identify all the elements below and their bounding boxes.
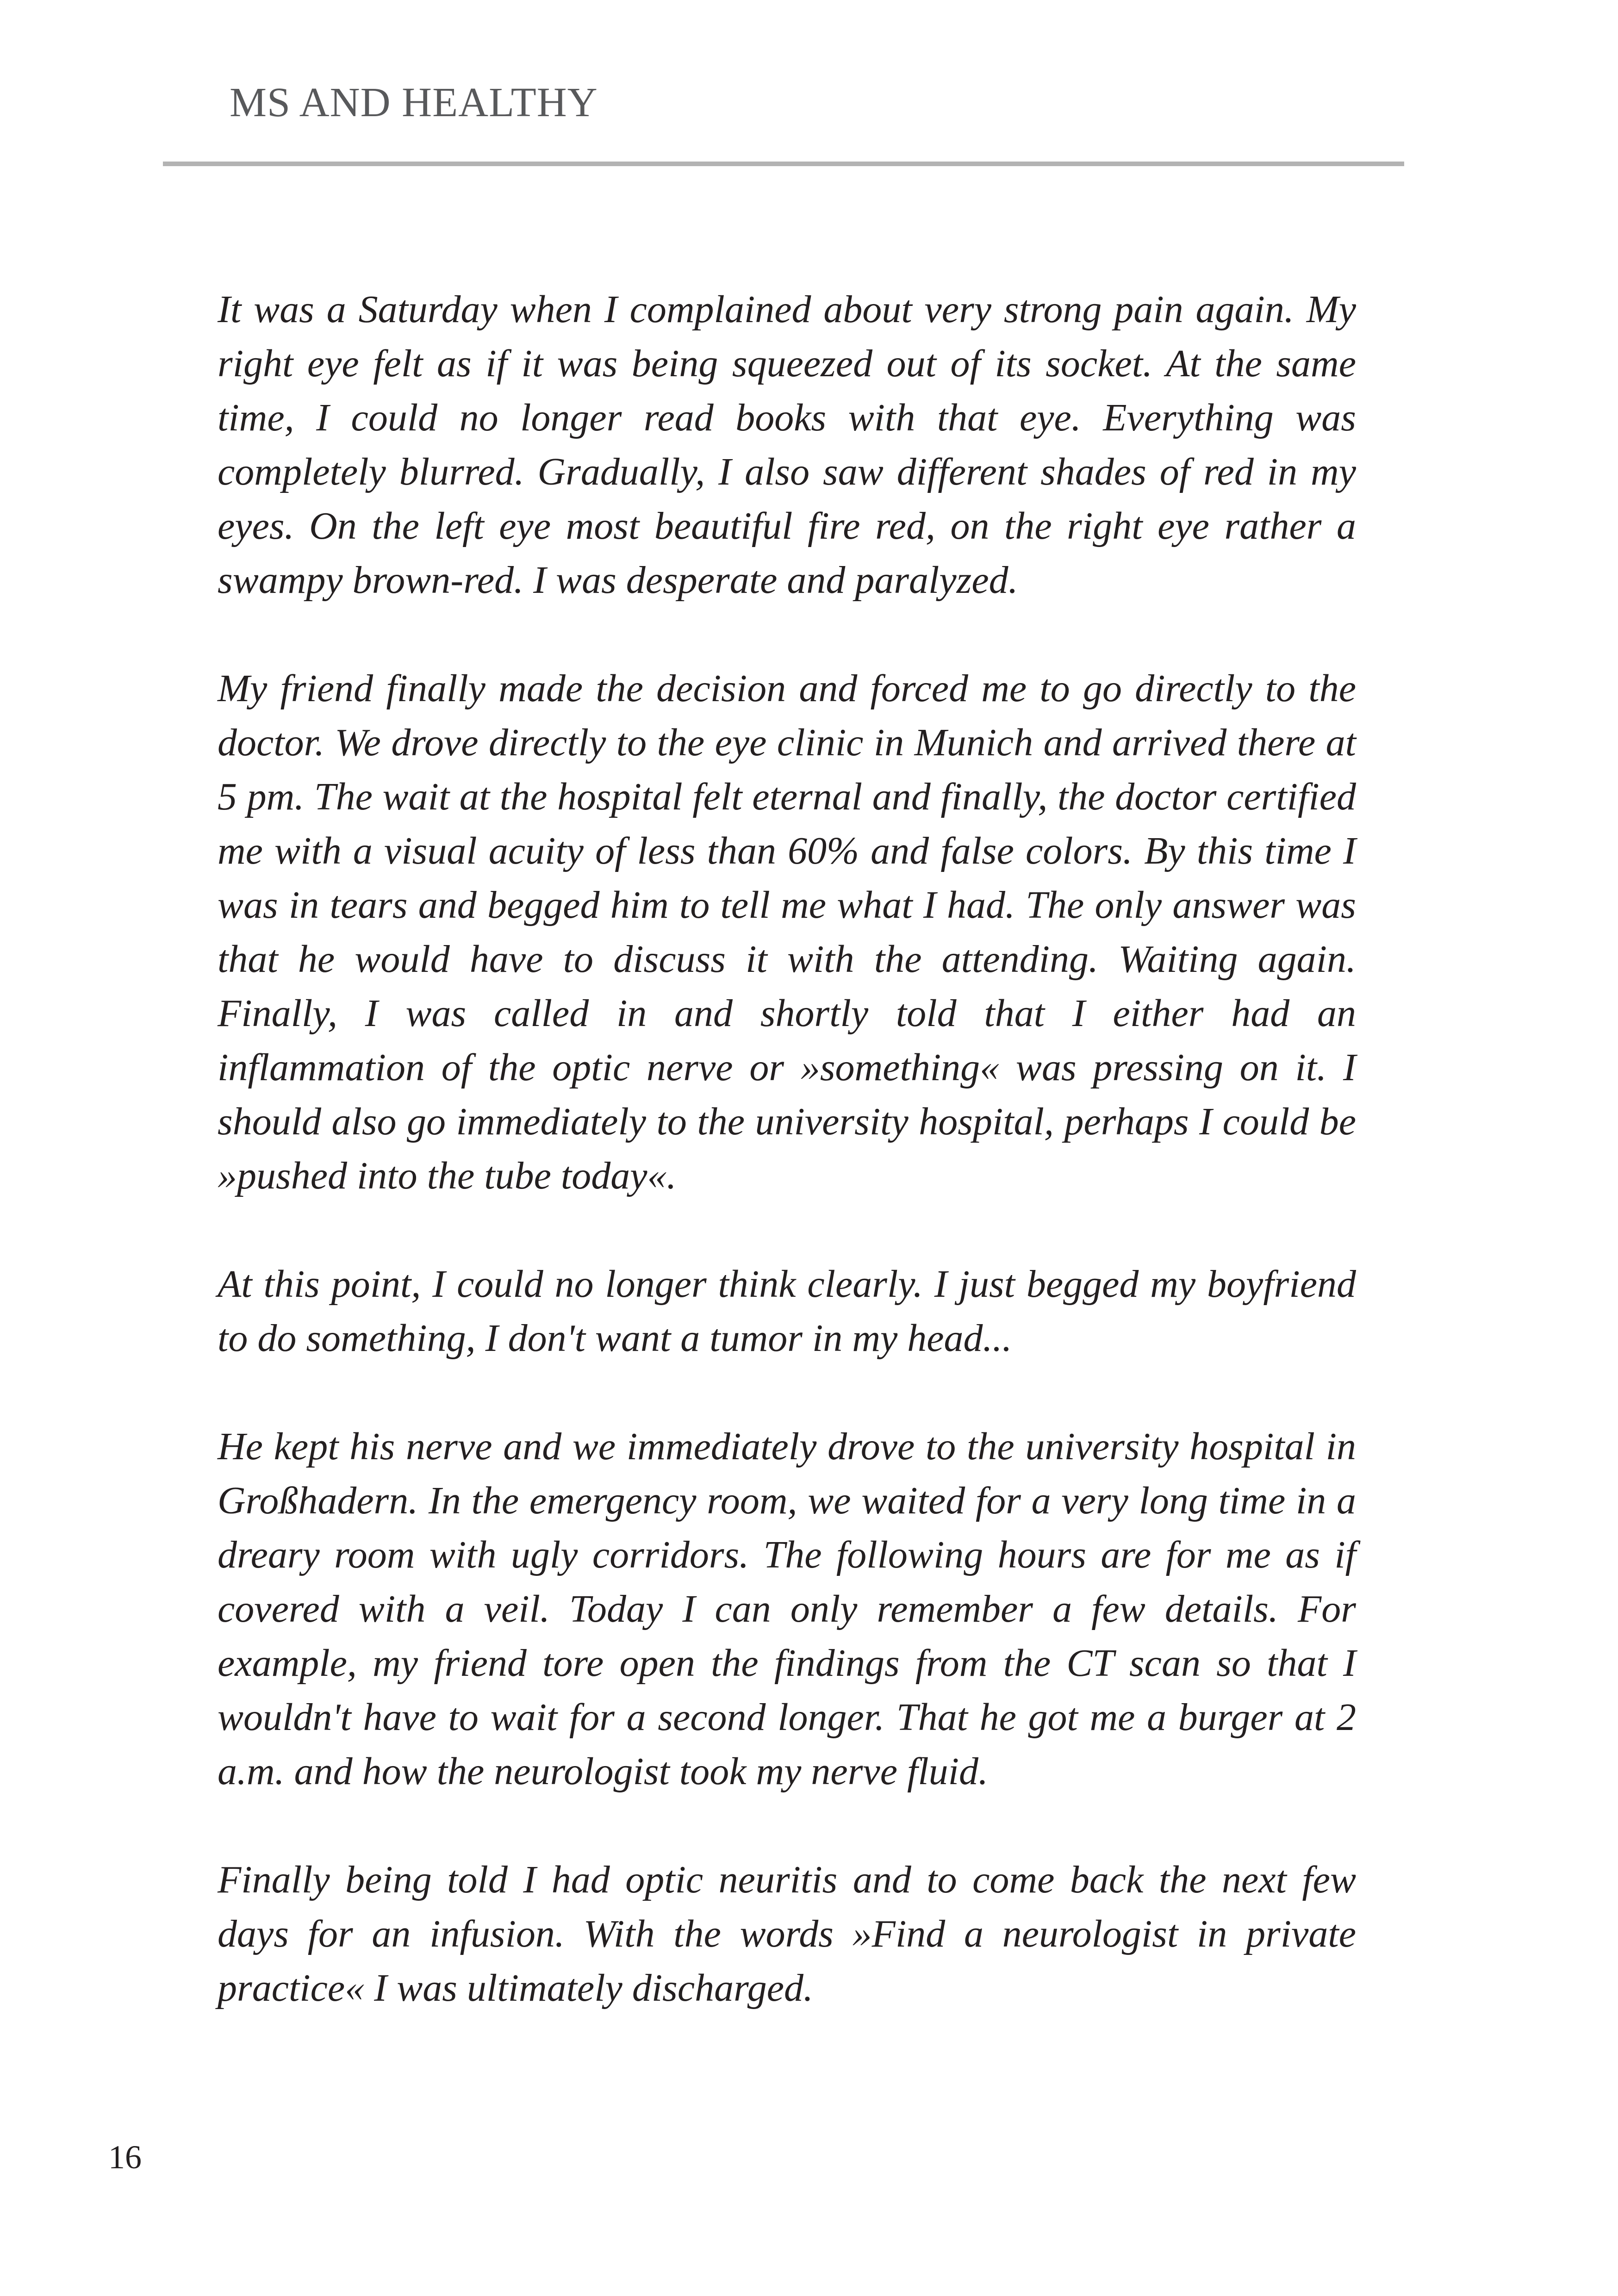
paragraph-4: He kept his nerve and we immediately drove to the university hospital in Großhadern. In the emergency room, we waited for a very long time in a dreary room with ugly corridors. The following hours are for me as if covered with a veil. Today I can only remember a few details. For example, my friend tore open the findings from the CT scan so that I wouldn't have to wait for a second longer. That he got me a burger at 2 a.m. and how the neurologist took my nerve fluid.: [218, 1425, 1356, 1793]
paragraph-2: My friend finally made the decision and forced me to go directly to the doctor. We drove directly to the eye clinic in Munich and arrived there at 5 pm. The wait at the hospital felt eternal and finally, the doctor certified me with a visual acuity of less than 60% and false colors. By this time I was in tears and begged him to tell me what I had. The only answer was that he would have to discuss it with the attending. Waiting again. Finally, I was called in and shortly told that I either had an inflammation of the optic nerve or »something« was pressing on it. I should also go immediately to the university hospital, perhaps I could be »pushed into the tube today«.: [218, 667, 1356, 1197]
page-number: 16: [108, 2139, 142, 2176]
paragraph-1: It was a Saturday when I complained about very strong pain again. My right eye felt as if it was being squeezed out of its socket. At the same time, I could no longer read books with that eye. Everything was completely blurred. Gradually, I also saw different shades of red in my eyes. On the left eye most beautiful fire red, on the right eye rather a swampy brown-red. I was desperate and paralyzed.: [218, 288, 1356, 602]
paragraph-3: At this point, I could no longer think clearly. I just begged my boyfriend to do something, I don't want a tumor in my head...: [218, 1263, 1356, 1360]
paragraph-5: Finally being told I had optic neuritis and to come back the next few days for an infusion. With the words »Find a neurologist in private practice« I was ultimately discharged.: [218, 1858, 1356, 2010]
header-divider: [163, 162, 1404, 166]
running-header-title: MS AND HEALTHY: [230, 80, 598, 125]
body-text: [218, 282, 1356, 2069]
